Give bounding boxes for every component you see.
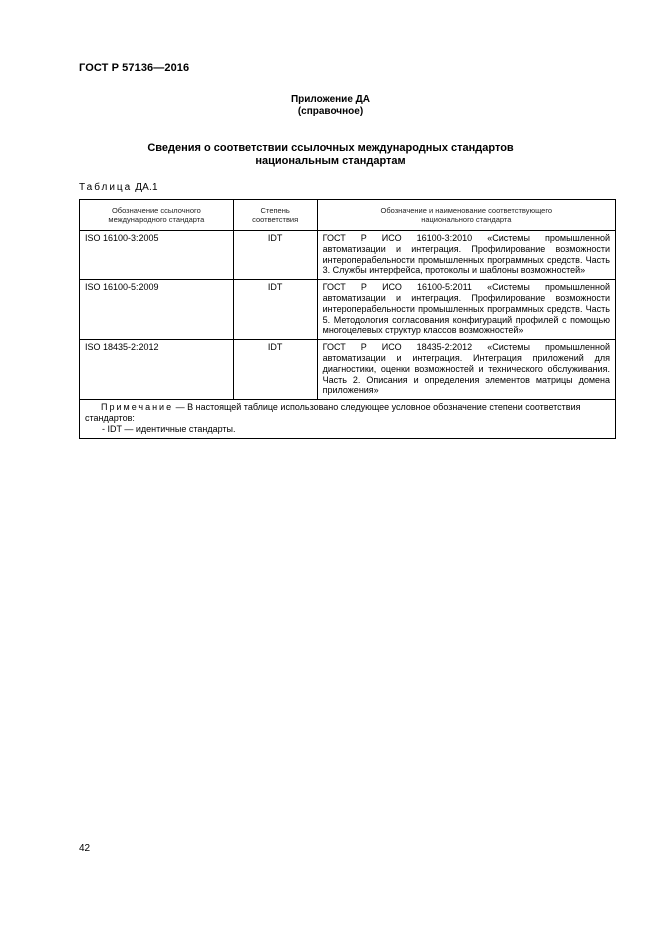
appendix-heading bbox=[0, 94, 661, 118]
cell-degree: IDT bbox=[233, 231, 317, 280]
table-row bbox=[80, 280, 616, 340]
appendix-title: Приложение ДА bbox=[290, 94, 371, 105]
page-number: 42 bbox=[79, 843, 91, 854]
section-title-line2: национальным стандартам bbox=[255, 155, 406, 167]
cell-degree: IDT bbox=[233, 280, 317, 340]
section-title bbox=[0, 142, 661, 168]
note-line1: — В настоящей таблице использовано следующее условное обозначение степени соответствия стандартов: bbox=[85, 402, 581, 424]
table-row bbox=[80, 231, 616, 280]
table-note-row bbox=[80, 400, 616, 439]
header-col3-line1: Обозначение и наименование соответствующего bbox=[380, 206, 553, 215]
table-note bbox=[80, 400, 616, 439]
cell-international: ISO 18435-2:2012 bbox=[80, 340, 234, 400]
header-international-standard bbox=[80, 200, 234, 231]
table-header-row bbox=[80, 200, 616, 231]
note-text bbox=[85, 402, 610, 424]
table-caption-number: ДА.1 bbox=[135, 182, 158, 193]
cell-national: ГОСТ Р ИСО 18435-2:2012 «Системы промышленной автоматизации и интеграция. Интеграция приложений для диагностики, оценки возможностей и технического обслуживания. Часть 2. Описания и определения элементов матрицы домена приложения» bbox=[317, 340, 615, 400]
document-number: ГОСТ Р 57136—2016 bbox=[79, 62, 190, 74]
header-national-standard bbox=[317, 200, 615, 231]
header-col2-line1: Степень bbox=[260, 206, 290, 215]
header-col2-line2: соответствия bbox=[252, 215, 299, 224]
cell-national: ГОСТ Р ИСО 16100-3:2010 «Системы промышленной автоматизации и интеграция. Профилирование возможности интероперабельности промышленных программных средств. Часть 3. Службы интерфейса, протоколы и шаблоны возможностей» bbox=[317, 231, 615, 280]
note-label: Примечание bbox=[101, 402, 174, 413]
table-row bbox=[80, 340, 616, 400]
header-col1-line2: международного стандарта bbox=[108, 215, 205, 224]
table-caption-label: Таблица bbox=[79, 182, 133, 193]
cell-national: ГОСТ Р ИСО 16100-5:2011 «Системы промышленной автоматизации и интеграция. Профилирование возможности интероперабельности промышленных программных средств. Часть 5. Методология согласования конфигураций профилей с помощью многоцелевых структур классов возможностей» bbox=[317, 280, 615, 340]
cell-degree: IDT bbox=[233, 340, 317, 400]
section-title-line1: Сведения о соответствии ссылочных международных стандартов bbox=[147, 142, 514, 154]
note-line2: - IDT — идентичные стандарты. bbox=[102, 424, 236, 435]
table-caption bbox=[79, 182, 158, 193]
standards-table bbox=[79, 199, 616, 439]
header-col3-line2: национального стандарта bbox=[421, 215, 512, 224]
cell-international: ISO 16100-5:2009 bbox=[80, 280, 234, 340]
header-col1-line1: Обозначение ссылочного bbox=[111, 206, 201, 215]
header-degree bbox=[233, 200, 317, 231]
appendix-subtitle: (справочное) bbox=[297, 106, 364, 117]
cell-international: ISO 16100-3:2005 bbox=[80, 231, 234, 280]
